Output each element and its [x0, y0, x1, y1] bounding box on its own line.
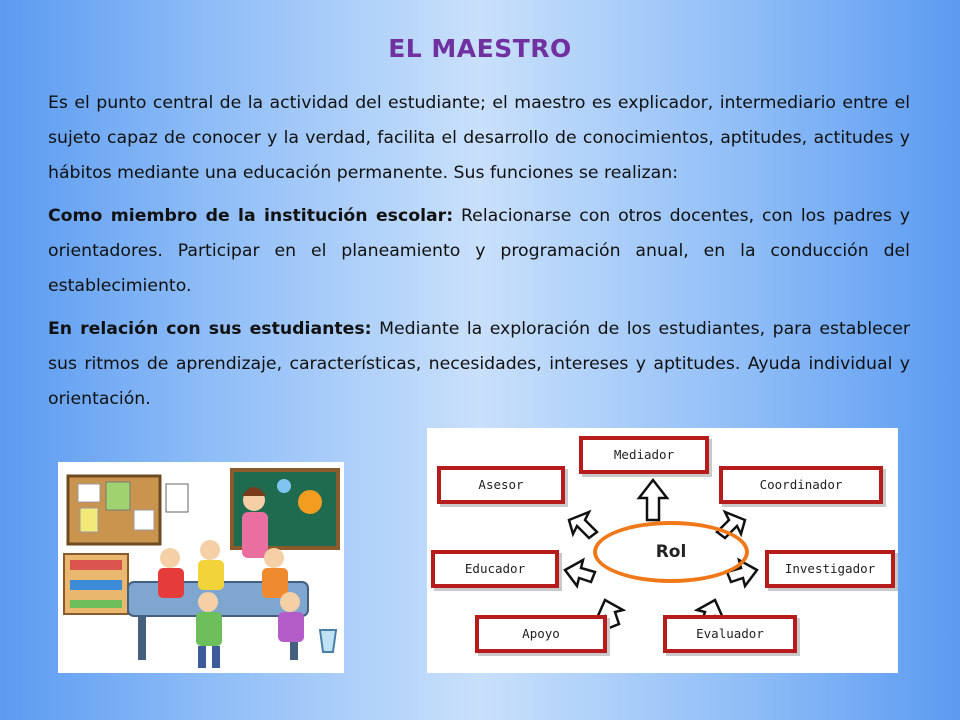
role-evaluador: Evaluador: [663, 615, 797, 653]
paragraph-institution-text: Relacionarse con otros docentes, con los padres y orientadores. Participar en el planeamiento y programación anual, en la conducción del establecimiento.: [48, 206, 910, 296]
rol-center-oval: Rol: [593, 521, 749, 583]
slide-title: EL MAESTRO: [388, 34, 572, 63]
role-mediador: Mediador: [579, 436, 709, 474]
paragraph-students-lead: En relación con sus estudiantes:: [48, 319, 372, 339]
paragraph-intro: Es el punto central de la actividad del estudiante; el maestro es explicador, intermediario entre el sujeto capaz de conocer y la verdad, facilita el desarrollo de conocimientos, aptitudes, actitudes y hábitos mediante una educación permanente. Sus funciones se realizan:: [48, 93, 910, 183]
classroom-drawing: [58, 462, 344, 673]
role-diagram: [427, 428, 898, 673]
paragraph-institution: [48, 199, 910, 304]
arrow-left-icon: [565, 560, 595, 586]
classroom-illustration: [58, 462, 344, 673]
paragraph-institution-lead: Como miembro de la institución escolar:: [48, 206, 454, 226]
role-apoyo: Apoyo: [475, 615, 607, 653]
paragraph-students-text: Mediante la exploración de los estudiantes, para establecer sus ritmos de aprendizaje, características, necesidades, intereses y aptitudes. Ayuda individual y orientación.: [48, 319, 910, 409]
slide-body: [48, 86, 910, 425]
role-educador: Educador: [431, 550, 559, 588]
arrow-up-icon: [639, 480, 667, 520]
role-asesor: Asesor: [437, 466, 565, 504]
paragraph-students: [48, 312, 910, 417]
arrow-up-left-icon: [569, 512, 597, 538]
role-coordinador: Coordinador: [719, 466, 883, 504]
role-investigador: Investigador: [765, 550, 895, 588]
